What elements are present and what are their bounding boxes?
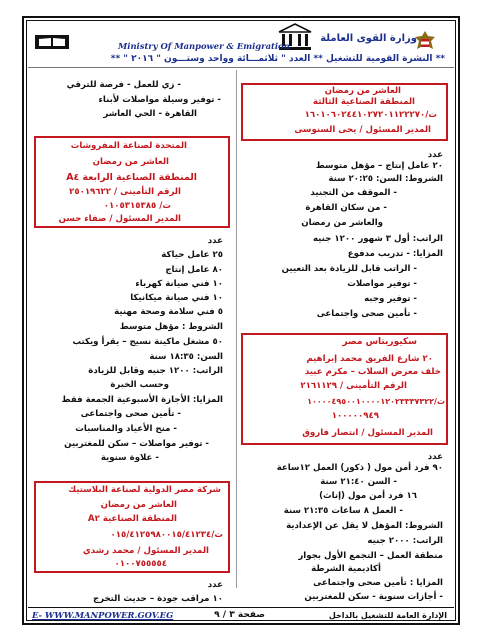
- right-job1-line-9: - توفير مواصلات: [347, 279, 417, 289]
- right-job1-line-11: - تأمين صحى واجتماعى: [316, 309, 417, 319]
- right-job1-line-1: ٢٠ عامل إنتاج – مؤهل متوسط: [315, 161, 443, 171]
- right-job2-line-2: - السن ٢١:٤٠ سنة: [320, 477, 397, 487]
- right-job2-line-0: عدد: [427, 452, 443, 462]
- footer-divider: [28, 607, 454, 608]
- left-job1-line-13: - منح الأعياد والمناسبات: [75, 424, 177, 434]
- left-box1-line-3: الرقم التأمينى / ٢٥٠١٩٦٢٢: [69, 187, 181, 197]
- left-job1-line-0: عدد: [207, 236, 223, 246]
- right-job1-line-10: - توفير وجبه: [364, 294, 417, 304]
- ministry-name-ar: وزارة القوى العاملة: [320, 33, 417, 44]
- right-box2-line-3: الرقم التأمينى / ٢١٦١١٢٩: [300, 381, 407, 391]
- left-job1-line-14: - توفير مواصلات – سكن للمغتربين: [64, 439, 209, 449]
- right-job1-line-5: والعاشر من رمضان: [301, 218, 383, 228]
- right-job2-line-1: ٩٠ فرد أمن مول ( ذكور) العمل ١٢ساعة: [276, 463, 443, 473]
- left-box2-line-1: العاشر من رمضان: [100, 500, 177, 510]
- left-job2-line-1: ١٠ مراقب جودة – حديث التخرج: [92, 594, 223, 604]
- left-job1-line-4: ١٠ فني صيانة ميكانيكا: [130, 293, 223, 303]
- right-job1-line-4: - من سكان القاهرة: [305, 203, 387, 213]
- ministry-name-en: Ministry Of Manpower & Emigration: [118, 41, 290, 51]
- left-job1-line-8: السن: ١٨:٣٥ سنة: [149, 352, 223, 362]
- right-box1-line-0: العاشر من رمضان: [324, 86, 401, 96]
- right-job1-line-6: الراتب: أول ٣ شهور ١٢٠٠ جنيه: [312, 234, 443, 244]
- left-job1-line-3: ١٠ فني صيانة كهرباء: [135, 279, 223, 289]
- left-box1-manager: المدير المسئول / صفاء حسن: [58, 214, 181, 224]
- right-box1-phone: ت/١٦٠١٠٦٠٢٤٤١٠٢٧٢٠١١٢٢٢٧٠: [304, 110, 437, 120]
- left-box2-line-0: شركة مصر الدولية لصناعة البلاستيك: [68, 485, 221, 495]
- book-logo-icon: [34, 33, 70, 51]
- footer-department: الإدارة العامة للتشغيل بالداخل: [328, 611, 447, 620]
- right-job2-line-3: ١٦ فرد أمن مول (إناث): [319, 491, 417, 501]
- right-box2-phone-2: ١٠٠٠٠٠٩٤٩: [331, 411, 379, 421]
- left-job2-line-0: عدد: [207, 580, 223, 590]
- right-job2-line-6: الراتب: ٢٠٠٠ جنيه: [367, 536, 443, 546]
- right-job2-line-7: منطقة العمل – التجمع الأول بجوار: [298, 551, 443, 561]
- left-job1-line-2: ٨٠ عامل إنتاج: [165, 265, 223, 275]
- left-box2-phone: ت/٠١٥/٤١٢٥٩٨٠٠١٥/٤١٢٣٤: [110, 530, 223, 540]
- left-job1-line-12: - تأمين صحى واجتماعى: [80, 409, 181, 419]
- left-job1-line-10: وحسب الخبرة: [110, 380, 169, 390]
- left-job1-line-11: المزايا: الأجازة الأسبوعية الجمعة فقط: [61, 395, 223, 405]
- left-top-line-0: - زي للعمل - فرصة للترقي: [66, 80, 181, 90]
- left-job1-line-6: الشروط : مؤهل متوسط: [119, 322, 223, 332]
- right-job2-line-10: - أجازات سنوية - سكن للمغتربين: [304, 592, 443, 602]
- bulletin-title: ** النشرة القومية للتشغيل ** العدد " ثلاثمـــائة وواحد وستـــون " ٢٠١٦ " **: [110, 54, 445, 64]
- left-top-line-2: القاهرة - الحي العاشر: [103, 109, 197, 119]
- right-job1-line-0: عدد: [427, 150, 443, 160]
- left-job1-line-9: الراتب: ١٢٠٠ جنيه وقابل للزيادة: [88, 366, 223, 376]
- left-box1-line-1: العاشر من رمضان: [92, 157, 169, 167]
- right-box2-line-1: ٢٠ شارع الفريق محمد إبراهيم: [306, 354, 433, 364]
- right-box1-line-1: المنطقة الصناعية الثالثة: [312, 97, 415, 107]
- right-job1-line-8: - الراتب قابل للزيادة بعد التعيين: [281, 264, 417, 274]
- left-box1-line-2: المنطقة الصناعية الرابعة A٤: [66, 172, 197, 183]
- right-box2-line-0: سكيوريتاس مصر: [342, 337, 417, 347]
- left-box1-line-0: المتحدة لصناعة المفروشات: [70, 141, 187, 151]
- right-box2-phone: ت/١٠٠٠٠٤٩٥٠٠١٠٠٠٠١٢٠٢٣٣٣٧٣٢٢: [307, 397, 445, 406]
- right-job2-line-4: - العمل ٨ ساعات ٢١:٣٥ سنة: [283, 506, 403, 516]
- column-divider: [236, 70, 237, 588]
- header-divider: [28, 67, 454, 68]
- right-job2-line-5: الشروط: المؤهل لا يقل عن الإعدادية: [286, 521, 443, 531]
- right-job2-line-9: المزايا : تأمين صحى واجتماعى: [313, 578, 443, 588]
- right-box2-manager: المدير المسئول / انتصار فاروق: [302, 428, 433, 438]
- left-box2-manager: المدير المسئول / محمد رشدي: [82, 546, 209, 556]
- left-box2-phone-2: ٠١٠٠٧٥٥٥٥٤: [114, 559, 167, 569]
- right-job1-line-2: الشروط: السن: ٢٠:٢٥ سنة: [328, 174, 443, 184]
- left-job1-line-1: ٢٥ عامل حياكة: [161, 250, 223, 260]
- left-box1-phone: ت/ ٠١٠٥٣١٥٣٨٥: [103, 201, 171, 211]
- left-job1-line-5: ٥ فني سلامة وصحة مهنية: [114, 307, 223, 317]
- right-job2-line-8: أكاديمية الشرطة: [311, 564, 381, 574]
- left-job1-line-7: ٥٠ مشغل ماكينة نسيج – يقرأ ويكتب: [72, 337, 223, 347]
- left-job1-line-15: - علاوة سنوية: [100, 453, 159, 463]
- left-top-line-1: - توفير وسيلة مواصلات لأبناء: [98, 95, 221, 105]
- right-job1-line-7: المزايا: - تدريب مدفوع: [347, 249, 443, 259]
- right-box1-manager: المدير المسئول / يحى السنوسى: [294, 125, 431, 135]
- left-box2-line-2: المنطقة الصناعية A٢: [87, 514, 177, 524]
- right-job1-line-3: - الموقف من التجنيد: [310, 188, 397, 198]
- footer-website-link[interactable]: E- WWW.MANPOWER.GOV.EG: [32, 610, 174, 620]
- right-box2-line-2: خلف معرض السلاب – مكرم عبيد: [304, 367, 441, 377]
- footer-page-number: صفحة ٣ / ٩: [214, 610, 265, 620]
